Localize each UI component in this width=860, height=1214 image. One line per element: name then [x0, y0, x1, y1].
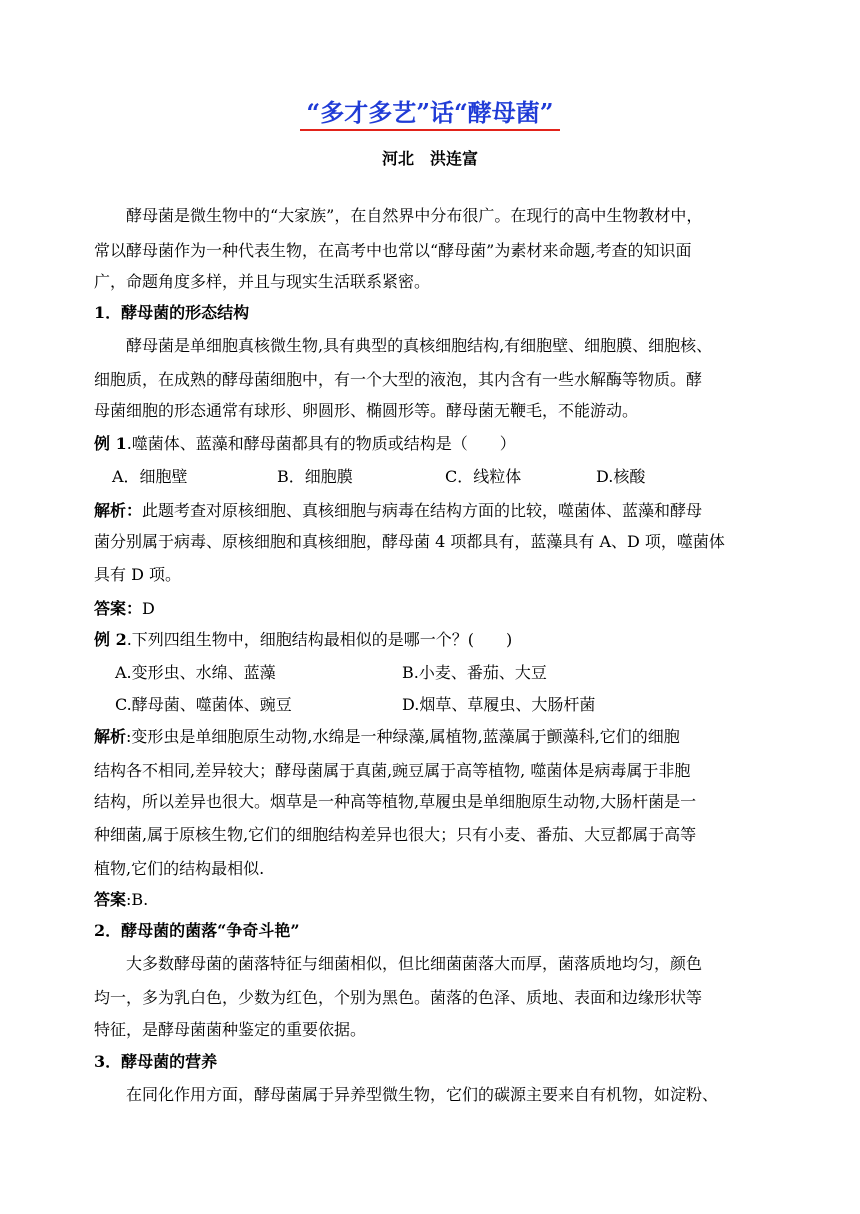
section-paragraph-line: 酵母菌是单细胞真核微生物,具有典型的真核细胞结构,有细胞壁、细胞膜、细胞核、	[94, 336, 713, 355]
section-heading: 3．酵母菌的营养	[94, 1052, 218, 1071]
section-heading: 2．酵母菌的菌落“争奇斗艳”	[94, 921, 300, 940]
author-line: 河北 洪连富	[381, 149, 478, 168]
section-paragraph-line: 特征，是酵母菌菌种鉴定的重要依据。	[94, 1020, 367, 1039]
example-question	[94, 431, 516, 457]
option-c: C．线粒体	[445, 467, 522, 486]
analysis-line: 具有 D 项。	[94, 565, 182, 584]
section-paragraph-line: 均一，多为乳白色，少数为红色，个别为黑色。菌落的色泽、质地、表面和边缘形状等	[94, 988, 703, 1007]
example-question	[94, 627, 512, 653]
section-heading: 1．酵母菌的形态结构	[94, 303, 250, 322]
option-d: D.烟草、草履虫、大肠杆菌	[402, 695, 596, 714]
title-text: “多才多艺”话“酵母菌”	[300, 98, 559, 131]
section-paragraph-line: 大多数酵母菌的菌落特征与细菌相似，但比细菌菌落大而厚，菌落质地均匀，颜色	[94, 954, 703, 973]
answer-text: D	[142, 599, 155, 618]
section-paragraph-line: 母菌细胞的形态通常有球形、卵圆形、椭圆形等。酵母菌无鞭毛，不能游动。	[94, 401, 639, 420]
analysis-text: 此题考查对原核细胞、真核细胞与病毒在结构方面的比较，噬菌体、蓝藻和酵母	[142, 501, 703, 520]
analysis-line: 植物,它们的结构最相似.	[94, 859, 265, 878]
option-a: A.变形虫、水绵、蓝藻	[115, 663, 276, 682]
option-d: D.核酸	[596, 467, 646, 486]
analysis-label: 解析	[94, 727, 127, 746]
analysis-line: 菌分别属于病毒、原核细胞和真核细胞，酵母菌 4 项都具有，蓝藻具有 A、D 项，噬菌体	[94, 532, 725, 551]
analysis-label: 解析：	[94, 501, 143, 520]
section-paragraph-line: 在同化作用方面，酵母菌属于异养型微生物，它们的碳源主要来自有机物，如淀粉、	[94, 1085, 719, 1104]
option-c: C.酵母菌、噬菌体、豌豆	[115, 695, 292, 714]
analysis-line	[94, 724, 680, 750]
option-a: A．细胞壁	[112, 467, 188, 486]
analysis-line: 结构各不相同,差异较大；酵母菌属于真菌,豌豆属于高等植物, 噬菌体是病毒属于非胞	[94, 761, 691, 780]
intro-line: 常以酵母菌作为一种代表生物，在高考中也常以“酵母菌”为素材来命题,考查的知识面	[94, 241, 692, 260]
analysis-line: 结构，所以差异也很大。烟草是一种高等植物,草履虫是单细胞原生动物,大肠杆菌是一	[94, 792, 697, 811]
example-label: 例 2	[94, 630, 127, 649]
option-b: B．细胞膜	[277, 467, 353, 486]
answer-label: 答案	[94, 890, 127, 909]
intro-line: 酵母菌是微生物中的“大家族”，在自然界中分布很广。在现行的高中生物教材中，	[94, 206, 703, 225]
article-title	[0, 96, 860, 130]
analysis-line: 种细菌,属于原核生物,它们的细胞结构差异也很大；只有小麦、番茄、大豆都属于高等	[94, 825, 697, 844]
example-question-text: .噬菌体、蓝藻和酵母菌都具有的物质或结构是（ ）	[126, 434, 516, 453]
answer-text: :B.	[126, 890, 149, 909]
analysis-line	[94, 498, 702, 524]
example-question-text: .下列四组生物中，细胞结构最相似的是哪一个？( )	[126, 630, 513, 649]
intro-line: 广，命题角度多样，并且与现实生活联系紧密。	[94, 272, 431, 291]
option-b: B.小麦、番茄、大豆	[402, 663, 547, 682]
analysis-text: :变形虫是单细胞原生动物,水绵是一种绿藻,属植物,蓝藻属于颤藻科,它们的细胞	[126, 727, 680, 746]
section-paragraph-line: 细胞质，在成熟的酵母菌细胞中，有一个大型的液泡，其内含有一些水解酶等物质。酵	[94, 370, 703, 389]
answer-label: 答案：	[94, 599, 143, 618]
answer-line	[94, 596, 155, 622]
answer-line	[94, 887, 148, 913]
example-label: 例 1	[94, 434, 127, 453]
